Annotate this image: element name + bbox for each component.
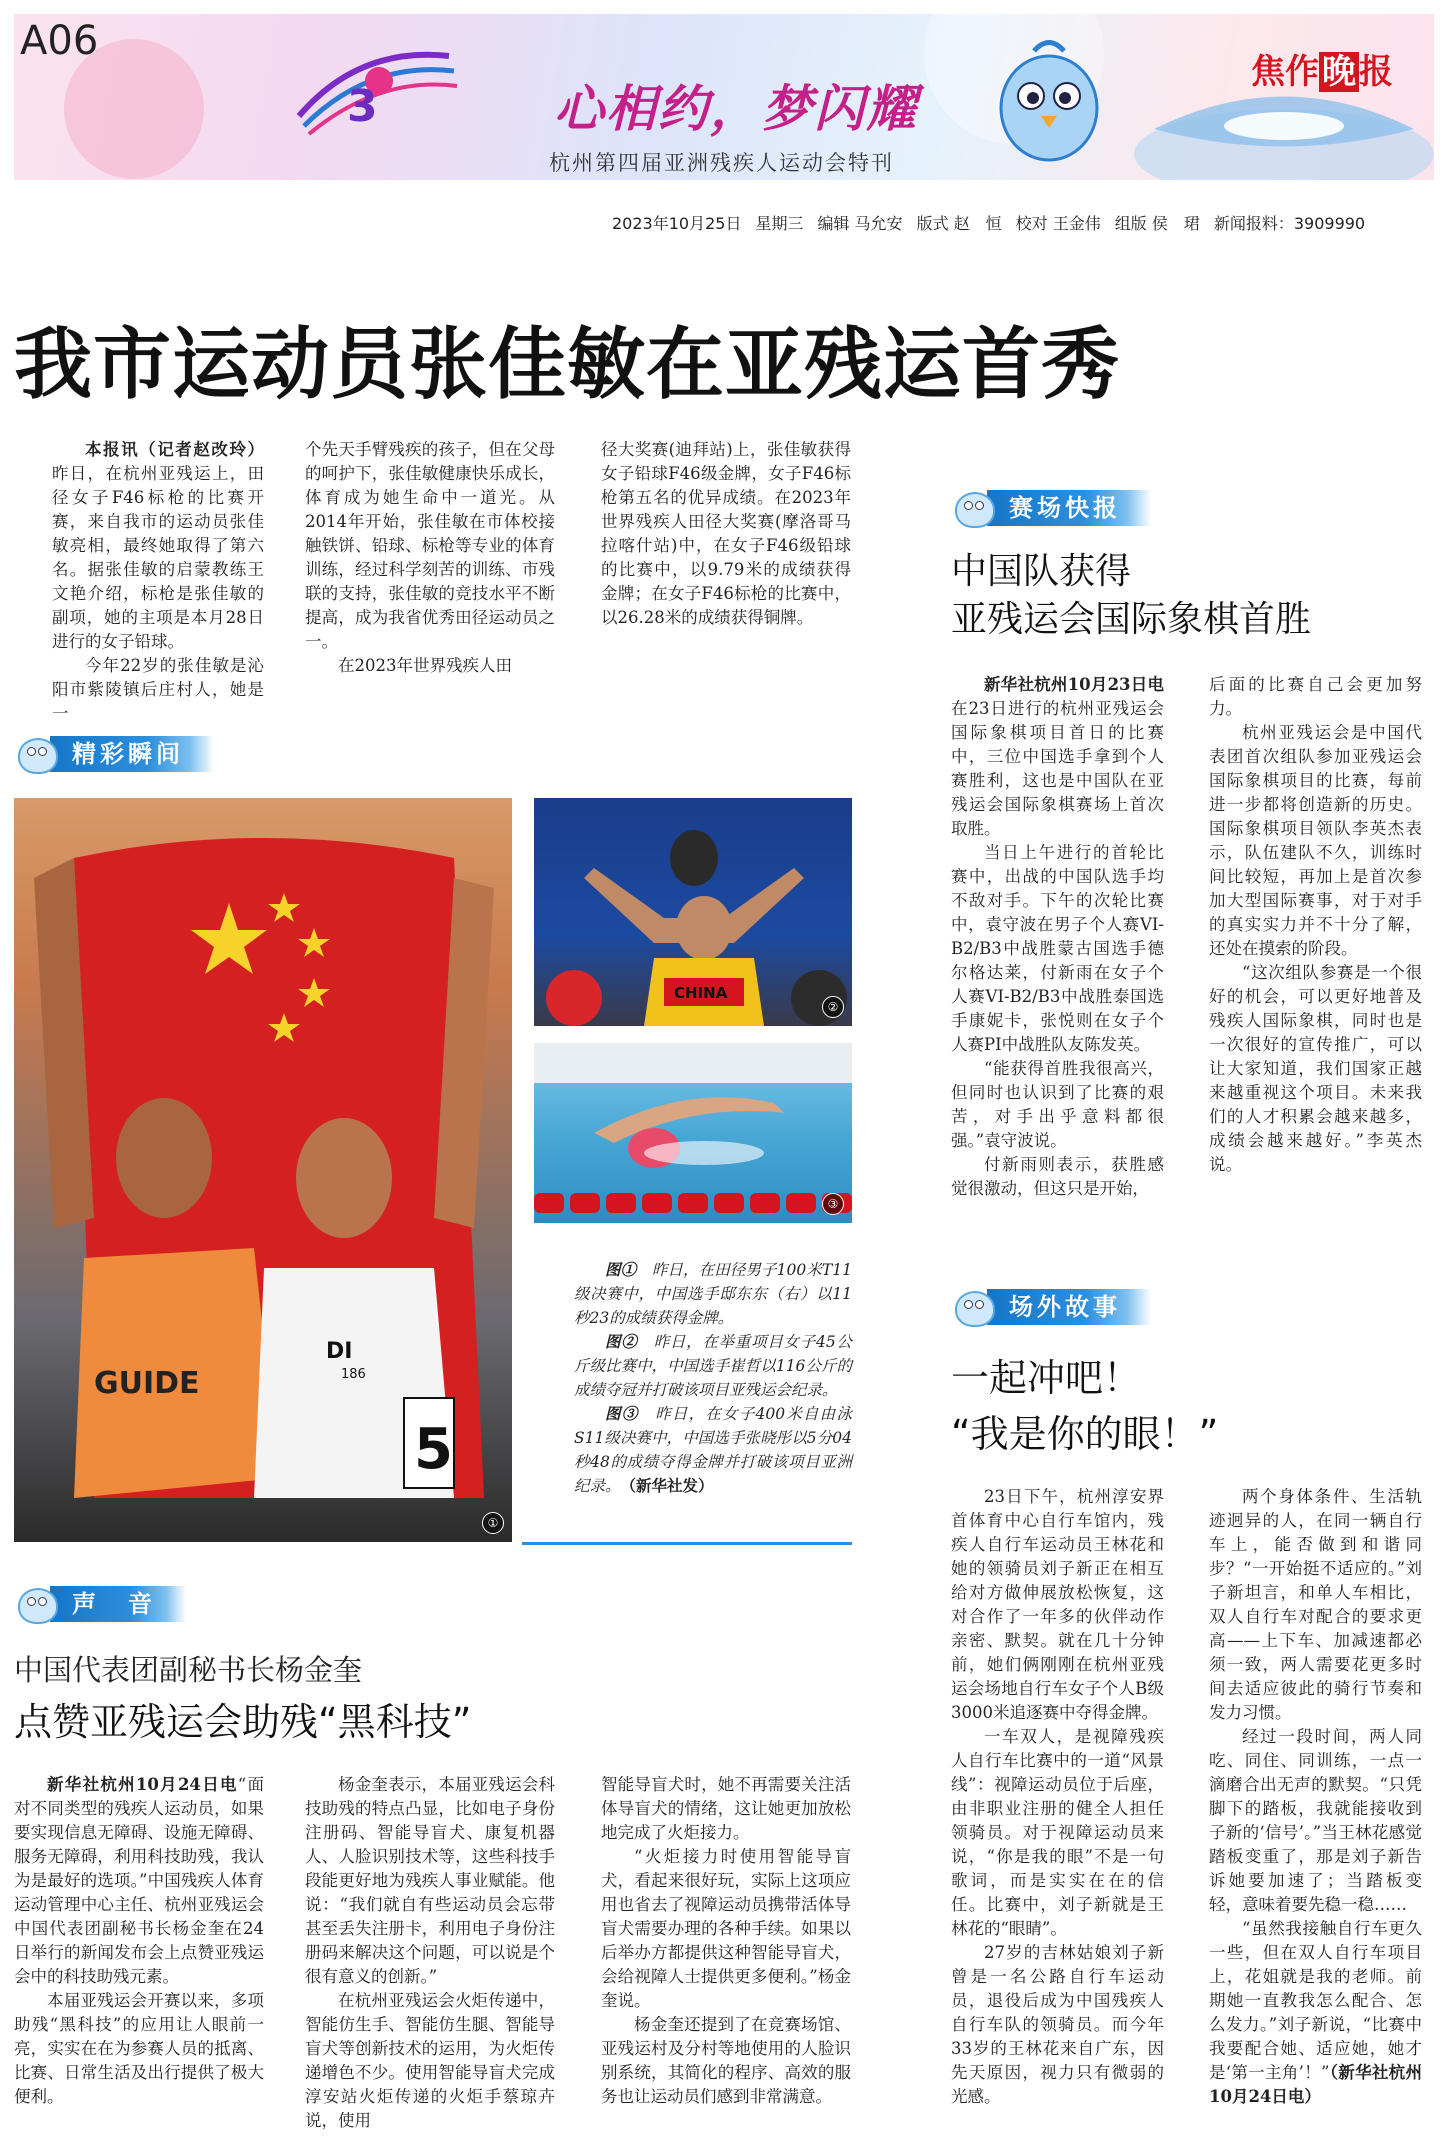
- photo-swimmer: [534, 1043, 852, 1223]
- photo-number-badge: ②: [822, 996, 844, 1018]
- voice-col1: [14, 1773, 264, 2109]
- photo-sprint-winner: [14, 798, 512, 1542]
- paragraph: “这次组队参赛是一个很好的机会，可以更好地普及残疾人国际象棋，同时也是一次很好的宣传推广，可以让大家知道，我们国家正越来越重视这个项目。未来我们的人才积累会越来越多，成绩会越来越好。”李英杰说。: [1209, 963, 1422, 1174]
- edition-date: 2023年10月25日: [612, 214, 742, 233]
- lead-article-col1: [52, 438, 264, 726]
- dateline: 本报讯（记者赵改玲）: [85, 440, 264, 459]
- badge-label: 场外故事: [987, 1289, 1151, 1325]
- mascot-icon: [989, 36, 1109, 171]
- paragraph: 杨金奎还提到了在竞赛场馆、亚残运村及分村等地使用的人脸识别系统，其简化的程序、高效的服务也让运动员们感到非常满意。: [601, 2015, 851, 2106]
- paragraph: 在2023年世界残疾人田: [338, 656, 512, 675]
- svg-text:3: 3: [347, 81, 378, 132]
- proofread-credit: 校对 王金伟: [1015, 214, 1101, 233]
- voice-title: 点赞亚残运会助残“黑科技”: [14, 1700, 472, 1744]
- section-badge-flash: [951, 489, 1151, 527]
- special-edition-subtitle: 杭州第四届亚洲残疾人运动会特刊: [549, 151, 894, 175]
- paragraph: “能获得首胜我很高兴，但同时也认识到了比赛的艰苦，对手出乎意料都很强。”袁守波说。: [951, 1059, 1164, 1150]
- paragraph: 经过一段时间，两人同吃、同住、同训练，一点一滴磨合出无声的默契。“只凭脚下的踏板，我就能接收到子新的‘信号’。”当王林花感觉踏板变重了，那是刘子新告诉她要加速了；当踏板变轻，意味着要先稳一稳……: [1209, 1727, 1422, 1914]
- paragraph: “火炬接力时使用智能导盲犬，看起来很好玩，实际上这项应用也省去了视障运动员携带活体导盲犬需要办理的各种手续。如果以后举办方都提供这种智能导盲犬，会给视障人士提供更多便利。”杨金奎说。: [601, 1847, 851, 2010]
- photo-illustration: [534, 798, 852, 1026]
- slogan: 心相约，梦闪耀: [554, 80, 918, 138]
- paragraph: 径大奖赛(迪拜站)上，张佳敏获得女子铅球F46级金牌，女子F46标枪第五名的优异成绩。在2023年世界残疾人田径大奖赛(摩洛哥马拉喀什站)中，在女子F46级铅球的比赛中，以9.79米的成绩获得金牌；在女子F46标枪的比赛中，以26.28米的成绩获得铜牌。: [601, 440, 851, 627]
- bird-icon: [951, 1287, 995, 1327]
- story-title-line2: “我是你的眼！”: [951, 1412, 1219, 1456]
- paragraph: 当日上午进行的首轮比赛中，出战的中国队选手均不敌对手。下午的次轮比赛中，袁守波在男子个人赛VI-B2/B3中战胜蒙古国选手德尔格达莱，付新雨在女子个人赛VI-B2/B3中战胜泰国选手康妮卡，张悦则在女子个人赛PI中战胜队友陈发英。: [951, 843, 1164, 1054]
- athlete-bib-number: 186: [341, 1367, 366, 1382]
- paragraph: 27岁的吉林姑娘刘子新曾是一名公路自行车运动员，退役后成为中国残疾人自行车队的领骑员。而今年33岁的王林花来自广东，因先天原因，视力只有微弱的光感。: [951, 1943, 1164, 2106]
- photo-illustration: [534, 1043, 852, 1223]
- main-headline: 我市运动员张佳敏在亚残运首秀: [14, 320, 1121, 410]
- bird-icon: [14, 1584, 58, 1624]
- paragraph: 两个身体条件、生活轨迹迥异的人，在同一辆自行车上，能否做到和谐同步？“一开始挺不适应的。”刘子新坦言，和单人车相比，双人自行车对配合的要求更高——上下车、加减速都必须一致，两人需要花更多时间去适应彼此的骑行节奏和发力习惯。: [1209, 1487, 1422, 1722]
- paragraph: 一车双人，是视障残疾人自行车比赛中的一道“风景线”：视障运动员位于后座，由非职业注册的健全人担任领骑员。对于视障运动员来说，“你是我的眼”不是一句歌词，而是实实在在的信任。比赛中，刘子新就是王林花的“眼睛”。: [951, 1727, 1164, 1938]
- badge-label: 声 音: [50, 1586, 186, 1622]
- paragraph: 在23日进行的杭州亚残运会国际象棋项目首日的比赛中，三位中国选手拿到个人赛胜利，这也是中国队在亚残运会国际象棋赛场上首次取胜。: [951, 699, 1164, 838]
- paragraph: 在杭州亚残运会火炬传递中，智能仿生手、智能仿生腿、智能导盲犬等创新技术的运用，为火炬传递增色不少。使用智能导盲犬完成淳安站火炬传递的火炬手蔡琼卉说，使用: [305, 1991, 555, 2130]
- section-badge-highlights: [14, 735, 214, 773]
- photo-number-badge: ①: [482, 1512, 504, 1534]
- editor-credit: 编辑 马允安: [817, 214, 903, 233]
- page-number: A06: [20, 18, 99, 64]
- bird-icon: [14, 734, 58, 774]
- paper-name-box: 晚: [1319, 52, 1359, 92]
- voice-col2: [305, 1773, 555, 2133]
- caption-label: 图③: [605, 1404, 639, 1423]
- photo-number-badge: ③: [822, 1193, 844, 1215]
- dateline: 新华社杭州10月23日电: [984, 675, 1164, 694]
- flash-title-line1: 中国队获得: [951, 551, 1132, 592]
- paragraph: 付新雨则表示，获胜感觉很激动，但这只是开始，: [951, 1155, 1164, 1198]
- flash-title-line2: 亚残运会国际象棋首胜: [951, 599, 1312, 640]
- paragraph: 后面的比赛自己会更加努力。: [1209, 675, 1422, 718]
- paragraph: 个先天手臂残疾的孩子，但在父母的呵护下，张佳敏健康快乐成长，体育成为她生命中一道光。从2014年开始，张佳敏在市体校接触铁饼、铅球、标枪等专业的体育训练，经过科学刻苦的训练、市残联的支持，张佳敏的竞技水平不断提高，成为我省优秀田径运动员之一。: [305, 440, 555, 651]
- paragraph: 今年22岁的张佳敏是沁阳市紫陵镇后庄村人，她是一: [52, 656, 264, 723]
- paper-name-part: 报: [1359, 52, 1393, 92]
- edition-weekday: 星期三: [755, 214, 804, 233]
- story-title: [951, 1350, 1218, 1462]
- hotline: 新闻报料：3909990: [1213, 214, 1366, 233]
- story-title-line1: 一起冲吧！: [951, 1356, 1142, 1400]
- dateline: （新华社杭州10月24日电）: [1209, 2063, 1422, 2106]
- story-col1: [951, 1485, 1164, 2109]
- voice-col3: [601, 1773, 851, 2109]
- divider: [522, 1542, 852, 1545]
- lead-article-col2: [305, 438, 555, 678]
- flash-col1: [951, 673, 1164, 1201]
- edition-info-line: [612, 211, 1365, 234]
- dateline: 新华社杭州10月24日电: [47, 1775, 238, 1794]
- paper-name-part: 焦作: [1251, 52, 1319, 92]
- paragraph: “虽然我接触自行车更久一些，但在双人自行车项目上，花姐就是我的老师。前期她一直教我怎么配合、怎么发力。”刘子新说，“比赛中我要配合她、适应她，她才是‘第一主角’！”: [1209, 1919, 1422, 2082]
- masthead-banner: [14, 14, 1434, 180]
- paragraph: 杨金奎表示，本届亚残运会科技助残的特点凸显，比如电子身份注册码、智能导盲犬、康复机器人、人脸识别技术等，这些科技手段能更好地为残疾人事业赋能。他说：“我们就自有些运动员会忘带甚至丢失注册卡，利用电子身份注册码来解决这个问题，可以说是个很有意义的创新。”: [305, 1775, 555, 1986]
- caption-label: 图①: [605, 1260, 637, 1279]
- caption-label: 图②: [605, 1332, 638, 1351]
- guide-bib-text: GUIDE: [94, 1366, 200, 1401]
- paragraph: 智能导盲犬时，她不再需要关注活体导盲犬的情绪，这让她更加放松地完成了火炬接力。: [601, 1775, 851, 1842]
- caption-text: 昨日，在举重项目女子45公斤级比赛中，中国选手崔哲以116公斤的成绩夺冠并打破该项目亚残运会纪录。: [574, 1333, 852, 1399]
- jersey-country: CHINA: [674, 984, 728, 1002]
- newspaper-name: [1251, 44, 1393, 93]
- photo-weightlifter: [534, 798, 852, 1026]
- typeset-credit: 组版 侯 珺: [1114, 214, 1200, 233]
- flash-title: [951, 548, 1311, 644]
- paragraph: “面对不同类型的残疾人运动员，如果要实现信息无障碍、设施无障碍、服务无障碍，利用科技助残，我认为是最好的选项。”中国残疾人体育运动管理中心主任、杭州亚残运会中国代表团副秘书长杨金奎在24日举行的新闻发布会上点赞亚残运会中的科技助残元素。: [14, 1775, 264, 1986]
- athlete-bib-name: DI: [326, 1339, 353, 1364]
- lead-article-col3: [601, 438, 851, 630]
- photo-credit: （新华社发）: [628, 1476, 714, 1495]
- caption-text: 昨日，在女子400米自由泳S11级决赛中，中国选手张晓彤以5分04秒48的成绩夺得金牌并打破该项目亚洲纪录。: [574, 1405, 852, 1495]
- photo-illustration: [14, 798, 512, 1542]
- voice-subtitle: 中国代表团副秘书长杨金奎: [14, 1653, 363, 1687]
- paragraph: 杭州亚残运会是中国代表团首次组队参加亚残运会国际象棋项目的比赛，每前进一步都将创造新的历史。国际象棋项目领队李英杰表示，队伍建队不久，训练时间比较短，再加上是首次参加大型国际赛事，对于对手的真实实力并不十分了解，还处在摸索的阶段。: [1209, 723, 1422, 958]
- paragraph: 本届亚残运会开赛以来，多项助残“黑科技”的应用让人眼前一亮，实实在在为参赛人员的抵离、比赛、日常生活及出行提供了极大便利。: [14, 1991, 264, 2106]
- section-badge-story: [951, 1288, 1151, 1326]
- paragraph: 23日下午，杭州淳安界首体育中心自行车馆内，残疾人自行车运动员王林花和她的领骑员刘子新正在相互给对方做伸展放松恢复，这对合作了一年多的伙伴动作亲密、默契。就在几十分钟前，她们俩刚刚在杭州亚残运会场地自行车女子个人B级3000米追逐赛中夺得金牌。: [951, 1487, 1164, 1722]
- story-col2: [1209, 1485, 1422, 2109]
- lane-number: 5: [414, 1417, 453, 1482]
- badge-label: 精彩瞬间: [50, 736, 214, 772]
- games-logo-icon: [289, 36, 459, 136]
- caption-text: 昨日，在田径男子100米T11级决赛中，中国选手邸东东（右）以11秒23的成绩获得金牌。: [574, 1261, 852, 1327]
- badge-label: 赛场快报: [987, 490, 1151, 526]
- layout-credit: 版式 赵 恒: [916, 214, 1002, 233]
- bird-icon: [951, 488, 995, 528]
- section-badge-voice: [14, 1585, 186, 1623]
- flash-col2: [1209, 673, 1422, 1177]
- photo-captions: [574, 1258, 852, 1498]
- paragraph: 昨日，在杭州亚残运上，田径女子F46标枪的比赛开赛，来自我市的运动员张佳敏亮相，最终她取得了第六名。据张佳敏的启蒙教练王文艳介绍，标枪是张佳敏的副项，她的主项是本月28日进行的女子铅球。: [52, 464, 264, 651]
